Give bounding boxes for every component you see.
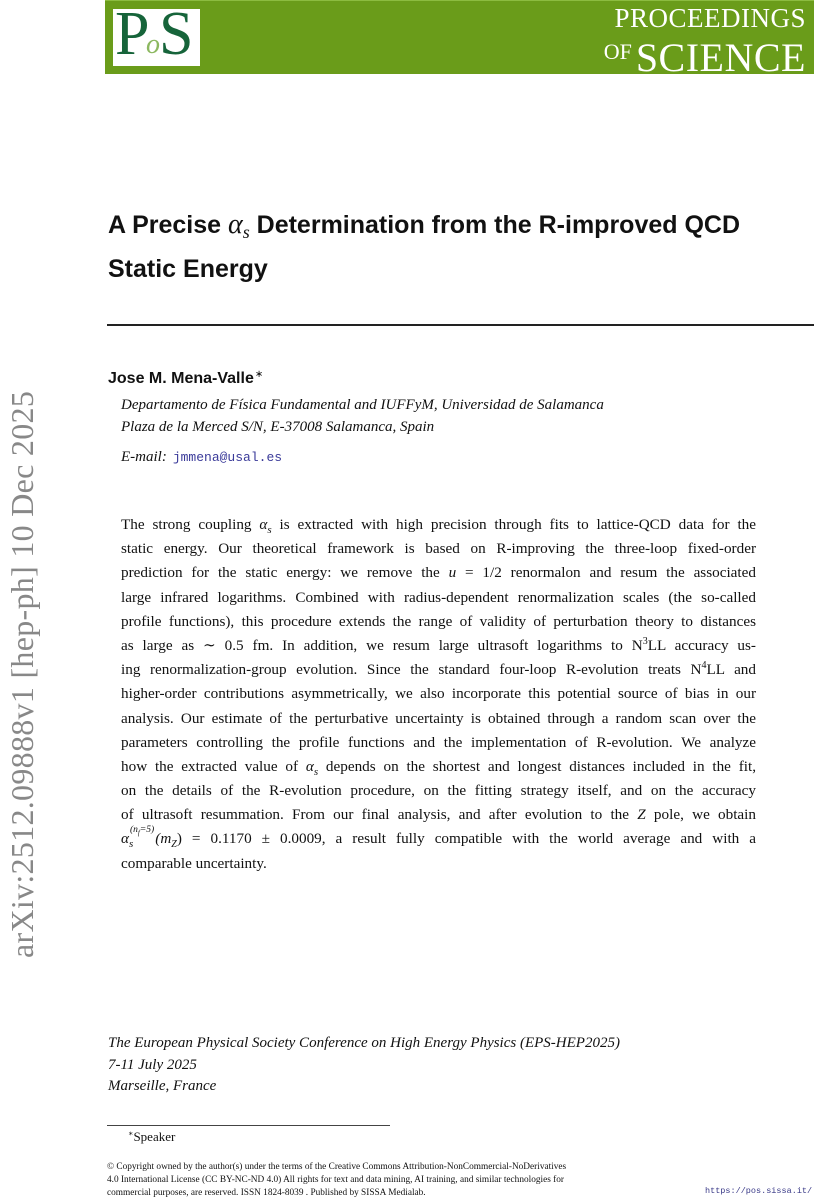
arxiv-identifier-stamp: arXiv:2512.09888v1 [hep-ph] 10 Dec 2025: [4, 390, 40, 958]
abstract-line: how the extracted value of $\alpha_s$ depends on the shortest and longest distances included in the fit,: [121, 757, 756, 778]
conference-name: The European Physical Society Conference on High Energy Physics (EPS-HEP2025): [108, 1035, 620, 1051]
abstract-line: large infrared logarithms. Combined with radius-dependent renormalization scales (the so-called: [121, 588, 756, 606]
copyright-line2: 4.0 International License (CC BY-NC-ND 4.0) All rights for text and data mining, AI training, and similar technologies for: [107, 1175, 565, 1185]
journal-header-bar: [105, 0, 814, 80]
logo-letter-o: o: [146, 29, 160, 60]
title-part2: Determination from the R-improved QCD: [249, 211, 741, 239]
abstract-line: parameters controlling the profile functions and the implementation of R-evolution. We analyze: [121, 733, 756, 751]
email-link[interactable]: jmmena@usal.es: [172, 450, 283, 465]
email-label: E-mail:: [121, 449, 167, 465]
affiliation-line2: Plaza de la Merced S/N, E-37008 Salamanca, Spain: [121, 419, 435, 435]
abstract-line: The strong coupling $\alpha_s$ is extracted with high precision through fits to lattice-QCD data for the: [121, 516, 756, 537]
pos-logo: [113, 9, 200, 66]
journal-name-line1: PROCEEDINGS: [614, 3, 806, 33]
journal-name-of: OF: [603, 39, 632, 64]
footnote-divider: [107, 1125, 390, 1126]
journal-name: [604, 3, 806, 86]
paper-title: [108, 206, 808, 288]
copyright-line1: © Copyright owned by the author(s) under the terms of the Creative Commons Attribution-NonCommercial-NoDerivatives: [107, 1162, 567, 1172]
abstract-line: static energy. Our theoretical framework is based on R-improving the three-loop fixed-order: [121, 540, 756, 558]
abstract-line: profile functions), this procedure extends the range of validity of perturbation theory to distances: [121, 612, 756, 630]
journal-name-science: SCIENCE: [635, 35, 806, 80]
abstract-line: analysis. Our estimate of the perturbative uncertainty is obtained through a random scan over the: [121, 709, 756, 727]
conference-dates: 7-11 July 2025: [108, 1056, 197, 1073]
speaker-footnote: [128, 1129, 175, 1145]
footnote-mark: ∗: [128, 1129, 134, 1138]
author-name: [108, 369, 263, 388]
alpha-s-result-symbol: $\alpha_s$ $(n_f=5)$: [121, 825, 155, 851]
journal-name-line2: [604, 33, 806, 86]
abstract-line: higher-order contributions asymmetrically, we also incorporate this potential source of bias in our: [121, 685, 756, 703]
abstract-line: $\alpha_s$ $(n_f=5)$ $(m_Z) = 0.1170 \pm 0.0009$, a result fully compatible with the world average and with a: [121, 827, 756, 851]
copyright-notice: [107, 1161, 607, 1200]
copyright-line3: commercial purposes, are reserved. ISSN 1824-8039 . Published by SISSA Medialab.: [107, 1188, 426, 1198]
title-part1: A Precise: [108, 211, 228, 239]
logo-letter-s: S: [159, 9, 194, 66]
abstract-line: as large as ∼ 0.5 fm. In addition, we resum large ultrasoft logarithms to $N^3LL$ accuracy us-: [121, 635, 756, 654]
title-divider: [107, 324, 814, 326]
title-alpha-symbol: α: [227, 209, 243, 240]
footnote-text: Speaker: [133, 1129, 176, 1144]
abstract-line: comparable uncertainty.: [121, 854, 267, 872]
conference-location: Marseille, France: [108, 1078, 217, 1094]
logo-letter-p: P: [115, 9, 150, 66]
abstract-line: prediction for the static energy: we remove the u = 1/2 renormalon and resum the associated: [121, 564, 756, 582]
author-name-text: Jose M. Mena-Valle: [108, 370, 254, 387]
title-line2: Static Energy: [108, 255, 268, 283]
abstract-line: of ultrasoft resummation. From our final analysis, and after evolution to the Z pole, we obtain: [121, 806, 756, 824]
affiliation-line1: Departamento de Física Fundamental and IUFFyM, Universidad de Salamanca: [121, 397, 604, 413]
abstract: [121, 513, 756, 876]
email-row: [121, 449, 282, 466]
abstract-line: ing renormalization-group evolution. Since the standard four-loop R-evolution treats $N^4LL$ and: [121, 660, 756, 679]
abstract-line: on the details of the R-evolution procedure, on the fitting strategy itself, and on the accuracy: [121, 782, 756, 800]
title-alpha-subscript: s: [242, 222, 250, 242]
speaker-footnote-mark[interactable]: ∗: [254, 369, 264, 380]
pos-website-link[interactable]: https://pos.sissa.it/: [705, 1186, 813, 1196]
conference-info: [108, 1033, 620, 1098]
